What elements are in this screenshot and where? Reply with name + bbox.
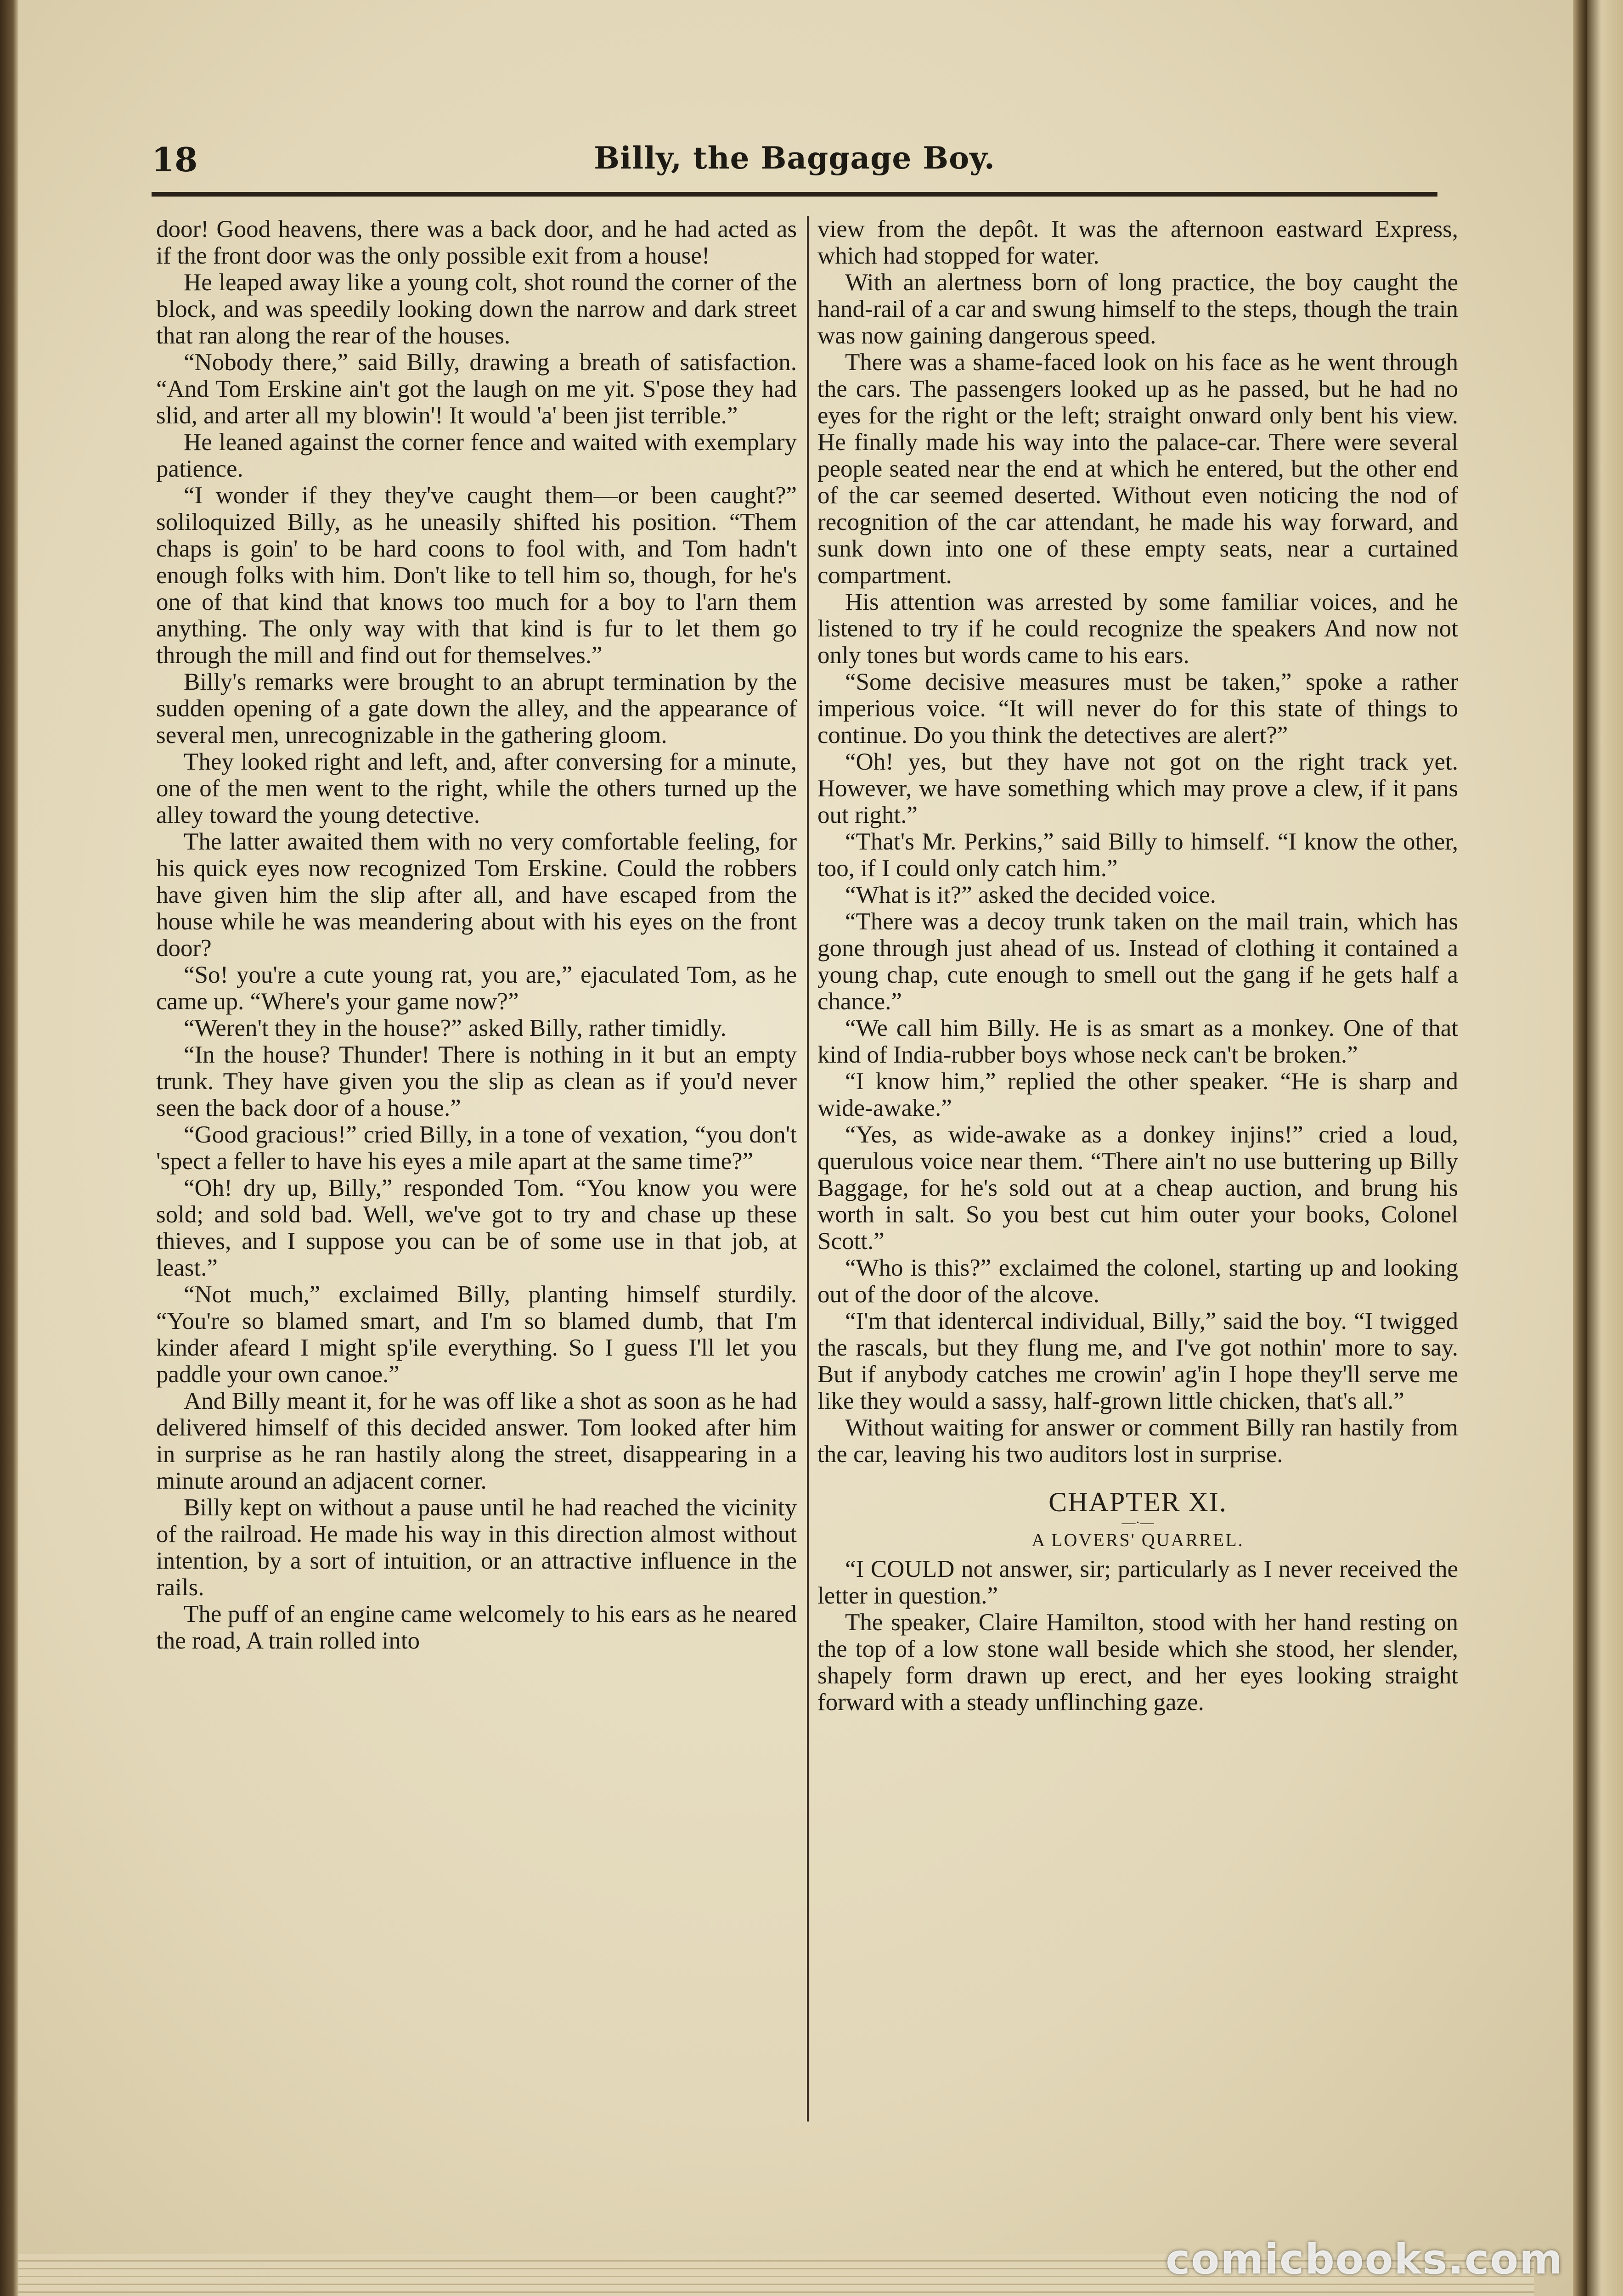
page-left-edge <box>0 0 18 2296</box>
paragraph: The puff of an engine came welcomely to his ears as he neared the road, A train rolled into <box>156 1601 797 1654</box>
paragraph: With an alertness born of long practice, the boy caught the hand-rail of a car and swung himself to the steps, though the train was now gaining dangerous speed. <box>817 269 1458 349</box>
paragraph: “I wonder if they they've caught them—or been caught?” soliloquized Billy, as he uneasily shifted his position. “Them chaps is goin' to be hard coons to fool with, and Tom hadn't enough folks with him. Don't like to tell him so, though, for he's one of that kind that knows too much for a boy to l'arn them anything. The only way with that kind is fur to let them go through the mill and find out for themselves.” <box>156 482 797 669</box>
paragraph: view from the depôt. It was the afternoon eastward Express, which had stopped for water. <box>817 216 1458 269</box>
left-column <box>156 216 797 1654</box>
paragraph: “Yes, as wide-awake as a donkey injins!” cried a loud, querulous voice near them. “There ain't no use buttering up Billy Baggage, for he's sold out at a cheap auction, and brung his worth in salt. So you best cut him outer your books, Colonel Scott.” <box>817 1121 1458 1255</box>
next-page-edge <box>1587 0 1623 2296</box>
paragraph: “Oh! dry up, Billy,” responded Tom. “You know you were sold; and sold bad. Well, we've got to try and chase up these thieves, and I suppose you can be of some use in that job, at least.” <box>156 1175 797 1281</box>
page-binding <box>1573 0 1587 2296</box>
paragraph: Billy's remarks were brought to an abrupt termination by the sudden opening of a gate down the alley, and the appearance of several men, unrecognizable in the gathering gloom. <box>156 669 797 748</box>
watermark: comicbooks.com <box>1166 2235 1563 2284</box>
paragraph: “That's Mr. Perkins,” said Billy to himself. “I know the other, too, if I could only catch him.” <box>817 828 1458 882</box>
paragraph: Billy kept on without a pause until he had reached the vicinity of the railroad. He made his way in this direction almost without intention, by a sort of intuition, or an attractive influence in the rails. <box>156 1494 797 1601</box>
chapter-ornament: —·— <box>1121 1515 1154 1530</box>
page-header <box>152 140 1437 186</box>
paragraph: “There was a decoy trunk taken on the mail train, which has gone through just ahead of us. Instead of clothing it contained a young chap, cute enough to smell out the gang if he gets half a chance.” <box>817 908 1458 1015</box>
paragraph: “I know him,” replied the other speaker. “He is sharp and wide-awake.” <box>817 1068 1458 1121</box>
chapter-subtitle: A LOVERS' QUARREL. <box>1031 1530 1244 1550</box>
paragraph: “We call him Billy. He is as smart as a monkey. One of that kind of India-rubber boys whose neck can't be broken.” <box>817 1015 1458 1068</box>
column-divider <box>807 216 809 2122</box>
right-column <box>817 216 1458 1716</box>
paragraph: “Nobody there,” said Billy, drawing a breath of satisfaction. “And Tom Erskine ain't got the laugh on me yit. S'pose they had slid, and arter all my blowin'! It would 'a' been jist terrible.” <box>156 349 797 429</box>
paragraph: And Billy meant it, for he was off like a shot as soon as he had delivered himself of this decided answer. Tom looked after him in surprise as he ran hastily along the street, disappearing in a minute around an adjacent corner. <box>156 1388 797 1494</box>
header-rule <box>152 192 1437 197</box>
paragraph: There was a shame-faced look on his face as he went through the cars. The passengers looked up as he passed, but he had no eyes for the right or the left; straight onward only bent his view. He finally made his way into the palace-car. There were several people seated near the end at which he entered, but the other end of the car seemed deserted. Without even noticing the nod of recognition of the car attendant, he made his way forward, and sunk down into one of these empty seats, near a curtained compartment. <box>817 349 1458 589</box>
paragraph: They looked right and left, and, after conversing for a minute, one of the men went to the right, while the others turned up the alley toward the young detective. <box>156 748 797 828</box>
paragraph: His attention was arrested by some familiar voices, and he listened to try if he could recognize the speakers And now not only tones but words came to his ears. <box>817 589 1458 669</box>
chapter-heading <box>817 1486 1458 1553</box>
paragraph: “Oh! yes, but they have not got on the right track yet. However, we have something which may prove a clew, if it pans out right.” <box>817 748 1458 828</box>
right-column-paragraphs <box>817 216 1458 1468</box>
paragraph: “Who is this?” exclaimed the colonel, starting up and looking out of the door of the alcove. <box>817 1255 1458 1308</box>
paragraph: “Weren't they in the house?” asked Billy, rather timidly. <box>184 1015 727 1041</box>
paragraph: He leaned against the corner fence and waited with exemplary patience. <box>156 429 797 482</box>
paragraph: He leaped away like a young colt, shot round the corner of the block, and was speedily looking down the narrow and dark street that ran along the rear of the houses. <box>156 269 797 349</box>
paragraph: “Good gracious!” cried Billy, in a tone of vexation, “you don't 'spect a feller to have his eyes a mile apart at the same time?” <box>156 1121 797 1175</box>
paragraph: “I COULD not answer, sir; particularly as I never received the letter in question.” <box>817 1556 1458 1609</box>
paragraph: Without waiting for answer or comment Billy ran hastily from the car, leaving his two auditors lost in surprise. <box>817 1414 1458 1468</box>
paragraph: “Some decisive measures must be taken,” spoke a rather imperious voice. “It will never do for this state of things to continue. Do you think the detectives are alert?” <box>817 669 1458 748</box>
chapter-paragraphs <box>817 1556 1458 1716</box>
paragraph: door! Good heavens, there was a back door, and he had acted as if the front door was the only possible exit from a house! <box>156 216 797 269</box>
paragraph: The speaker, Claire Hamilton, stood with her hand resting on the top of a low stone wall beside which she stood, her slender, shapely form drawn up erect, and her eyes looking straight forward with a steady unflinching gaze. <box>817 1609 1458 1716</box>
paragraph: The latter awaited them with no very comfortable feeling, for his quick eyes now recognized Tom Erskine. Could the robbers have given him the slip after all, and have escaped from the house while he was meandering about with his eyes on the front door? <box>156 828 797 962</box>
page-number: 18 <box>152 140 198 179</box>
paragraph: “I'm that identercal individual, Billy,” said the boy. “I twigged the rascals, but they flung me, and I've got nothin' more to say. But if anybody catches me crowin' ag'in I hope they'll serve me like they would a sassy, half-grown little chicken, that's all.” <box>817 1308 1458 1414</box>
chapter-title: CHAPTER XI. <box>1048 1487 1227 1517</box>
paragraph: “What is it?” asked the decided voice. <box>845 882 1216 908</box>
paragraph: “Not much,” exclaimed Billy, planting himself sturdily. “You're so blamed smart, and I'm so blamed dumb, that I'm kinder afeard I might sp'ile everything. So I guess I'll let you paddle your own canoe.” <box>156 1281 797 1388</box>
paragraph: “So! you're a cute young rat, you are,” ejaculated Tom, as he came up. “Where's your game now?” <box>156 962 797 1015</box>
running-title: Billy, the Baggage Boy. <box>594 140 995 176</box>
paragraph: “In the house? Thunder! There is nothing in it but an empty trunk. They have given you the slip as clean as if you'd never seen the back door of a house.” <box>156 1041 797 1121</box>
